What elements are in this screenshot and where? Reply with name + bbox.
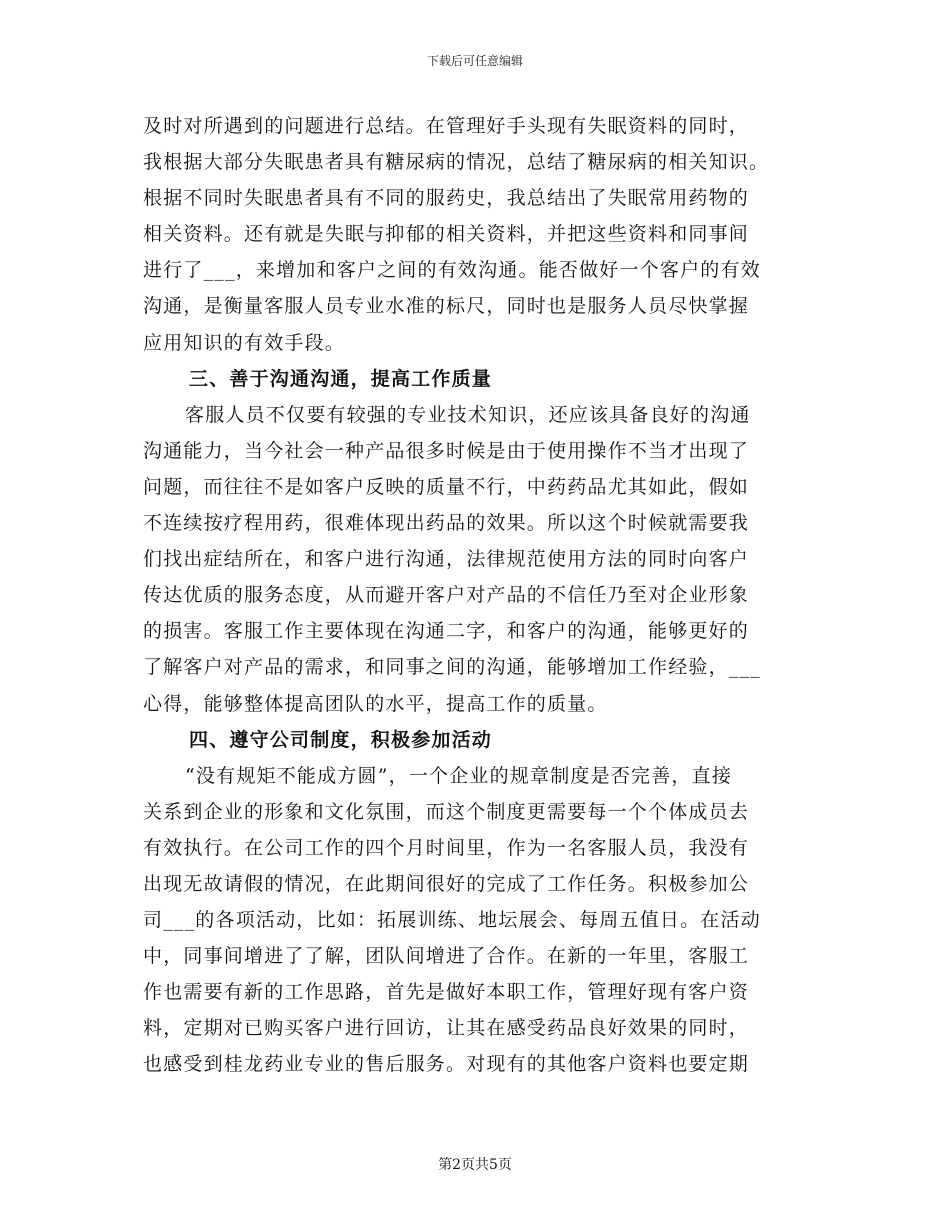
paragraph-line: 了解客户对产品的需求，和同事之间的沟通，能够增加工作经验，___	[143, 656, 761, 679]
paragraph-line: 关系到企业的形象和文化氛围，而这个制度更需要每一个个体成员去	[143, 800, 750, 823]
paragraph-line: 司___的各项活动，比如：拓展训练、地坛展会、每周五值日。在活动	[143, 909, 761, 932]
paragraph-line: 进行了___，来增加和客户之间的有效沟通。能否做好一个客户的有效	[143, 259, 761, 282]
document-body	[143, 108, 813, 1083]
paragraph-line: 们找出症结所在，和客户进行沟通，法律规范使用方法的同时向客户	[143, 548, 750, 571]
paragraph-line: 根据不同时失眠患者具有不同的服药史，我总结出了失眠常用药物的	[143, 187, 750, 210]
paragraph-line: 传达优质的服务态度，从而避开客户对产品的不信任乃至对企业形象	[143, 584, 750, 607]
page-header-note: 下载后可任意编辑	[426, 54, 523, 68]
section-heading-company-rules: 四、遵守公司制度，积极参加活动	[189, 728, 493, 751]
paragraph-line: 中，同事间增进了了解，团队间增进了合作。在新的一年里，客服工	[143, 945, 750, 968]
paragraph-line: 沟通，是衡量客服人员专业水准的标尺，同时也是服务人员尽快掌握	[143, 295, 750, 318]
paragraph-line: 有效执行。在公司工作的四个月时间里，作为一名客服人员，我没有	[143, 836, 750, 859]
paragraph-line: 沟通能力，当今社会一种产品很多时候是由于使用操作不当才出现了	[143, 439, 750, 462]
paragraph-line: 客服人员不仅要有较强的专业技术知识，还应该具备良好的沟通	[185, 403, 751, 426]
paragraph-line: 心得，能够整体提高团队的水平，提高工作的质量。	[143, 692, 608, 715]
paragraph-line: 作也需要有新的工作思路，首先是做好本职工作，管理好现有客户资	[143, 981, 750, 1004]
page-number: 第2页共5页	[438, 1157, 512, 1173]
paragraph-line: 问题，而往往不是如客户反映的质量不行，中药药品尤其如此，假如	[143, 475, 750, 498]
paragraph-line: 及时对所遇到的问题进行总结。在管理好手头现有失眠资料的同时，	[143, 115, 750, 137]
paragraph-line: 料，定期对已购买客户进行回访，让其在感受药品良好效果的同时，	[143, 1017, 750, 1040]
paragraph-line: 不连续按疗程用药，很难体现出药品的效果。所以这个时候就需要我	[143, 512, 750, 535]
section-heading-communication: 三、善于沟通沟通，提高工作质量	[189, 367, 493, 390]
paragraph-line: 相关资料。还有就是失眠与抑郁的相关资料，并把这些资料和同事间	[143, 223, 750, 246]
paragraph-line: 出现无故请假的情况，在此期间很好的完成了工作任务。积极参加公	[143, 872, 750, 895]
paragraph-line: 应用知识的有效手段。	[143, 331, 346, 354]
paragraph-line: 也感受到桂龙药业专业的售后服务。对现有的其他客户资料也要定期	[143, 1053, 750, 1076]
paragraph-line: 的损害。客服工作主要体现在沟通二字，和客户的沟通，能够更好的	[143, 620, 750, 643]
paragraph-line: 我根据大部分失眠患者具有糖尿病的情况，总结了糖尿病的相关知识。	[143, 151, 770, 174]
paragraph-line: “没有规矩不能成方圆”，一个企业的规章制度是否完善，直接	[185, 764, 733, 787]
